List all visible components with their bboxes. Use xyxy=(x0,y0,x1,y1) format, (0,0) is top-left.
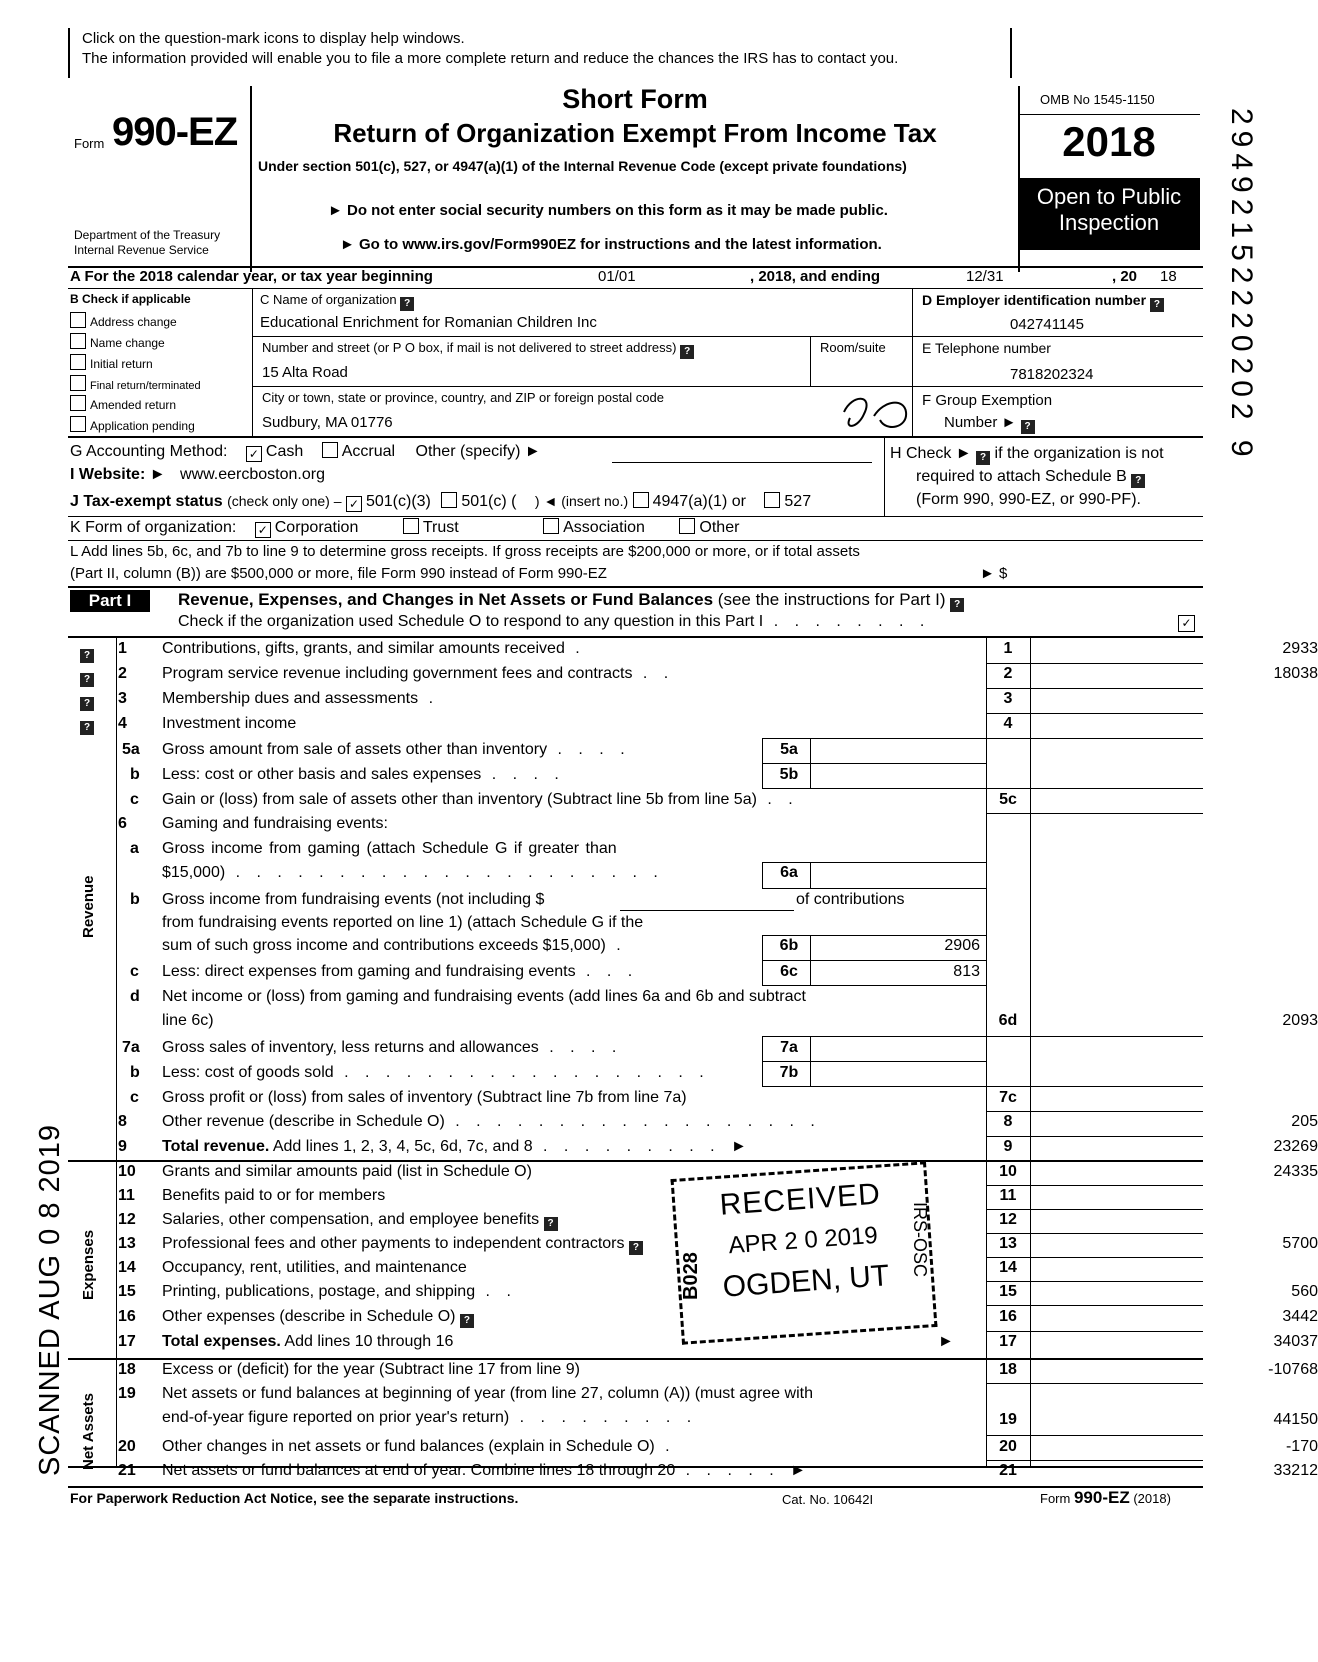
form-number: 990-EZ xyxy=(112,110,238,154)
form-label: Form xyxy=(74,136,105,151)
group-exemption-number: Number ► ? xyxy=(944,414,1035,434)
tax-exempt-status: J Tax-exempt status (check only one) – ✓ 501(c)(3) 501(c) ( ) ◄ (insert no.) 4947(a)(1) or 527 xyxy=(70,493,812,511)
line-6a: a Gross income from gaming (attach Schedule G if greater than $15,000) . . . . . . . . . . . . . . . . . . . . . 6a xyxy=(130,840,798,881)
line-1-amount[interactable]: 2933 xyxy=(1282,640,1318,657)
check-address-change[interactable]: Address change xyxy=(70,312,250,333)
city-label: City or town, state or province, country, and ZIP or foreign postal code xyxy=(262,390,664,405)
open-line2: Inspection xyxy=(1058,210,1160,235)
line-21-amount[interactable]: 33212 xyxy=(1273,1462,1318,1479)
line-13-amount[interactable]: 5700 xyxy=(1282,1235,1318,1252)
top-note-line2: The information provided will enable you to file a more complete return and reduce the chances the IRS has to contact you. xyxy=(82,50,899,67)
line-2-amount[interactable]: 18038 xyxy=(1273,665,1318,682)
help-icon[interactable]: ? xyxy=(80,673,94,687)
line-10: 10 Grants and similar amounts paid (list in Schedule O) 10 24335 xyxy=(118,1163,1318,1180)
tax-year-mid: , 2018, and ending xyxy=(750,268,881,285)
notice-website: ► Go to www.irs.gov/Form990EZ for instructions and the latest information. xyxy=(340,236,882,253)
line-10-amount[interactable]: 24335 xyxy=(1273,1163,1318,1180)
line-5b: b Less: cost or other basis and sales expenses . . . . 5b xyxy=(130,766,799,783)
section-b-title: B Check if applicable xyxy=(70,292,191,306)
line-20: 20 Other changes in net assets or fund balances (explain in Schedule O) . 20 -170 xyxy=(118,1438,1318,1455)
form-of-organization: K Form of organization: ✓ Corporation Trust Association Other xyxy=(70,519,740,537)
check-amended-return[interactable]: Amended return xyxy=(70,395,250,416)
tax-year: 2018 xyxy=(1062,118,1156,165)
help-icon[interactable]: ? xyxy=(1021,420,1035,434)
omb-number: OMB No 1545-1150 xyxy=(1040,92,1155,107)
section-b xyxy=(70,292,250,437)
line-6d: d Net income or (loss) from gaming and fundraising events (add lines 6a and 6b and subtract line 6c) 6d 2093 xyxy=(130,988,1318,1029)
group-exemption-label: F Group Exemption xyxy=(922,392,1053,409)
dept-line2: Internal Revenue Service xyxy=(74,243,209,257)
help-icon[interactable]: ? xyxy=(950,598,964,612)
tax-year-yr-label: , 20 xyxy=(1112,268,1138,285)
open-line1: Open to Public xyxy=(1036,184,1182,209)
line-6c-amount[interactable]: 813 xyxy=(953,963,980,980)
check-initial-return[interactable]: Initial return xyxy=(70,354,250,375)
check-application-pending[interactable]: Application pending xyxy=(70,416,250,437)
ein-label: D Employer identification number ? xyxy=(922,292,1164,312)
stamp-ogden: OGDEN, UT xyxy=(721,1259,891,1304)
tax-year-yr: 18 xyxy=(1160,268,1177,285)
help-icon[interactable]: ? xyxy=(460,1314,474,1328)
stamp-side-code: B028 xyxy=(680,1252,702,1300)
org-trust[interactable]: Trust xyxy=(403,519,459,536)
org-other[interactable]: Other xyxy=(679,519,739,536)
footer-notice: For Paperwork Reduction Act Notice, see the separate instructions. xyxy=(70,1490,519,1506)
check-final-return[interactable]: Final return/terminated xyxy=(70,375,250,395)
line-9: 9 Total revenue. Add lines 1, 2, 3, 4, 5c, 6d, 7c, and 8 . . . . . . . . . ► 9 23269 xyxy=(118,1138,1318,1155)
org-name[interactable]: Educational Enrichment for Romanian Children Inc xyxy=(260,314,597,331)
line-5c: c Gain or (loss) from sale of assets other than inventory (Subtract line 5b from line 5a) . . 5c xyxy=(130,791,1017,808)
status-527[interactable]: 527 xyxy=(764,493,811,510)
line-1: 1 Contributions, gifts, grants, and similar amounts received . 1 2933 xyxy=(118,640,1318,657)
received-stamp xyxy=(671,1161,938,1344)
help-icon[interactable]: ? xyxy=(629,1241,643,1255)
help-icon[interactable]: ? xyxy=(1150,298,1164,312)
open-to-public-box xyxy=(1018,178,1200,250)
accounting-method: G Accounting Method: ✓ Cash Accrual Other (specify) ► xyxy=(70,443,541,461)
website-row: I Website: ► www.eercboston.org xyxy=(70,466,325,483)
line-7c: c Gross profit or (loss) from sales of inventory (Subtract line 7b from line 7a) 7c xyxy=(130,1089,1017,1106)
line-7a: 7a Gross sales of inventory, less returns and allowances . . . . 7a xyxy=(122,1039,798,1056)
line-18-amount[interactable]: -10768 xyxy=(1268,1361,1318,1378)
line-8: 8 Other revenue (describe in Schedule O) . . . . . . . . . . . . . . . . . . 8 205 xyxy=(118,1113,1318,1130)
line-17: 17 Total expenses. Add lines 10 through 16 ► 17 34037 xyxy=(118,1333,1318,1350)
line-6b-amount[interactable]: 2906 xyxy=(944,937,980,954)
telephone-value[interactable]: 7818202324 xyxy=(1010,366,1094,383)
website-value[interactable]: www.eercboston.org xyxy=(180,466,325,483)
tax-year-begin: 01/01 xyxy=(598,268,636,285)
line-5a: 5a Gross amount from sale of assets other than inventory . . . . 5a xyxy=(122,741,798,758)
line-16-amount[interactable]: 3442 xyxy=(1282,1308,1318,1325)
street-label: Number and street (or P O box, if mail is not delivered to street address) ? xyxy=(262,340,694,359)
line-6d-amount[interactable]: 2093 xyxy=(1282,1012,1318,1029)
help-icon[interactable]: ? xyxy=(80,697,94,711)
help-icon[interactable]: ? xyxy=(80,721,94,735)
line-13: 13 Professional fees and other payments to independent contractors ? 13 5700 xyxy=(118,1235,1318,1253)
short-form-title: Short Form xyxy=(562,84,708,114)
help-icon[interactable]: ? xyxy=(1131,474,1145,488)
line-l-text1: L Add lines 5b, 6c, and 7b to line 9 to determine gross receipts. If gross receipts are $200,000 or more, or if total assets xyxy=(70,543,860,560)
scanned-stamp: SCANNED AUG 0 8 2019 xyxy=(34,1123,66,1476)
net-assets-label: Net Assets xyxy=(80,1393,97,1470)
org-corporation[interactable]: ✓ Corporation xyxy=(255,519,359,536)
help-icon[interactable]: ? xyxy=(680,345,694,359)
line-a-label: A For the 2018 calendar year, or tax year beginning xyxy=(70,268,433,285)
document-locator-number: 29492152220202 9 xyxy=(1225,108,1258,463)
line-19-amount[interactable]: 44150 xyxy=(1273,1411,1318,1428)
line-6b: b Gross income from fundraising events (not including $ of contributions from fundraising events reported on line 1) (attach Schedule G if the sum of such gross income and contributions exceeds $15,000) . 6b 2906 xyxy=(130,891,980,954)
stamp-received: RECEIVED xyxy=(718,1177,882,1222)
street-address[interactable]: 15 Alta Road xyxy=(262,364,348,381)
line-15: 15 Printing, publications, postage, and shipping . . 15 560 xyxy=(118,1283,1318,1300)
ein-value[interactable]: 042741145 xyxy=(1010,316,1084,333)
room-suite-label: Room/suite xyxy=(820,340,886,355)
line-8-amount[interactable]: 205 xyxy=(1291,1113,1318,1130)
org-association[interactable]: Association xyxy=(543,519,645,536)
part1-tag: Part I xyxy=(70,590,150,612)
line-14: 14 Occupancy, rent, utilities, and maintenance 14 xyxy=(118,1259,1017,1276)
footer-cat: Cat. No. 10642I xyxy=(782,1492,874,1507)
accrual-checkbox[interactable]: Accrual xyxy=(322,443,395,460)
line-17-amount[interactable]: 34037 xyxy=(1273,1333,1318,1350)
schedule-o-check-line: Check if the organization used Schedule O to respond to any question in this Part I . . . . . . . . xyxy=(178,613,931,630)
initials-scribble xyxy=(834,390,914,439)
status-4947[interactable]: 4947(a)(1) or xyxy=(633,493,746,510)
expenses-label: Expenses xyxy=(80,1229,97,1300)
line-6c: c Less: direct expenses from gaming and fundraising events . . . 6c 813 xyxy=(130,963,980,980)
line-15-amount[interactable]: 560 xyxy=(1291,1283,1318,1300)
other-method: Other (specify) ► xyxy=(415,443,541,460)
form-subtitle: Under section 501(c), 527, or 4947(a)(1) of the Internal Revenue Code (except private foundations) xyxy=(258,158,907,174)
line-18: 18 Excess or (deficit) for the year (Subtract line 17 from line 9) 18 -10768 xyxy=(118,1361,1318,1378)
part1-title: Revenue, Expenses, and Changes in Net Assets or Fund Balances (see the instructions for Part I) ? xyxy=(178,590,964,612)
stamp-date: APR 2 0 2019 xyxy=(727,1221,879,1260)
help-icon[interactable]: ? xyxy=(544,1217,558,1231)
top-note-line1: Click on the question-mark icons to display help windows. xyxy=(82,30,465,47)
line-3: 3 Membership dues and assessments . 3 xyxy=(118,690,1013,707)
org-name-label: C Name of organization ? xyxy=(260,292,414,311)
tax-year-end: 12/31 xyxy=(966,268,1004,285)
help-icon[interactable]: ? xyxy=(976,451,990,465)
check-name-change[interactable]: Name change xyxy=(70,333,250,354)
dept-line1: Department of the Treasury xyxy=(74,228,221,242)
line-20-amount[interactable]: -170 xyxy=(1285,1438,1318,1455)
line-12: 12 Salaries, other compensation, and employee benefits ? 12 xyxy=(118,1211,1017,1229)
line-21: 21 Net assets or fund balances at end of year. Combine lines 18 through 20 . . . . . ► 21 33212 xyxy=(118,1462,1318,1479)
notice-ssn: ► Do not enter social security numbers on this form as it may be made public. xyxy=(328,202,888,219)
help-icon[interactable]: ? xyxy=(80,649,94,663)
telephone-label: E Telephone number xyxy=(922,340,1051,356)
status-501c3[interactable]: ✓ 501(c)(3) xyxy=(346,493,431,510)
line-h: H Check ► ? if the organization is not required to attach Schedule B ? (Form 990, 990-EZ, or 990-PF). xyxy=(890,445,1164,508)
line-l-text2: (Part II, column (B)) are $500,000 or more, file Form 990 instead of Form 990-EZ xyxy=(70,565,607,582)
line-11: 11 Benefits paid to or for members 11 xyxy=(118,1187,1017,1204)
cash-checkbox[interactable]: ✓ Cash xyxy=(246,443,303,460)
help-icon[interactable]: ? xyxy=(400,297,414,311)
line-4: 4 Investment income 4 xyxy=(118,715,1013,732)
line-6: 6 Gaming and fundraising events: xyxy=(118,815,388,832)
line-16: 16 Other expenses (describe in Schedule O) ? 16 3442 xyxy=(118,1308,1318,1326)
top-note xyxy=(68,28,1012,78)
city-state-zip[interactable]: Sudbury, MA 01776 xyxy=(262,414,393,431)
line-2: 2 Program service revenue including government fees and contracts . . 2 18038 xyxy=(118,665,1318,682)
line-l-arrow: ► $ xyxy=(980,565,1008,582)
revenue-label: Revenue xyxy=(80,875,97,938)
line-7b: b Less: cost of goods sold . . . . . . . . . . . . . . . . . . 7b xyxy=(130,1064,799,1081)
status-501c[interactable]: 501(c) ( xyxy=(441,493,516,510)
schedule-o-checkbox[interactable]: ✓ xyxy=(1178,615,1195,632)
line-9-amount[interactable]: 23269 xyxy=(1273,1138,1318,1155)
footer-form: Form 990-EZ (2018) xyxy=(1040,1488,1171,1507)
form-title: Return of Organization Exempt From Income Tax xyxy=(333,118,937,148)
stamp-side-irs: IRS-OSC xyxy=(910,1202,930,1278)
line-19: 19 Net assets or fund balances at beginning of year (from line 27, column (A)) (must agree with end-of-year figure reported on prior year's return) . . . . . . . . . 19 44150 xyxy=(118,1385,1318,1428)
